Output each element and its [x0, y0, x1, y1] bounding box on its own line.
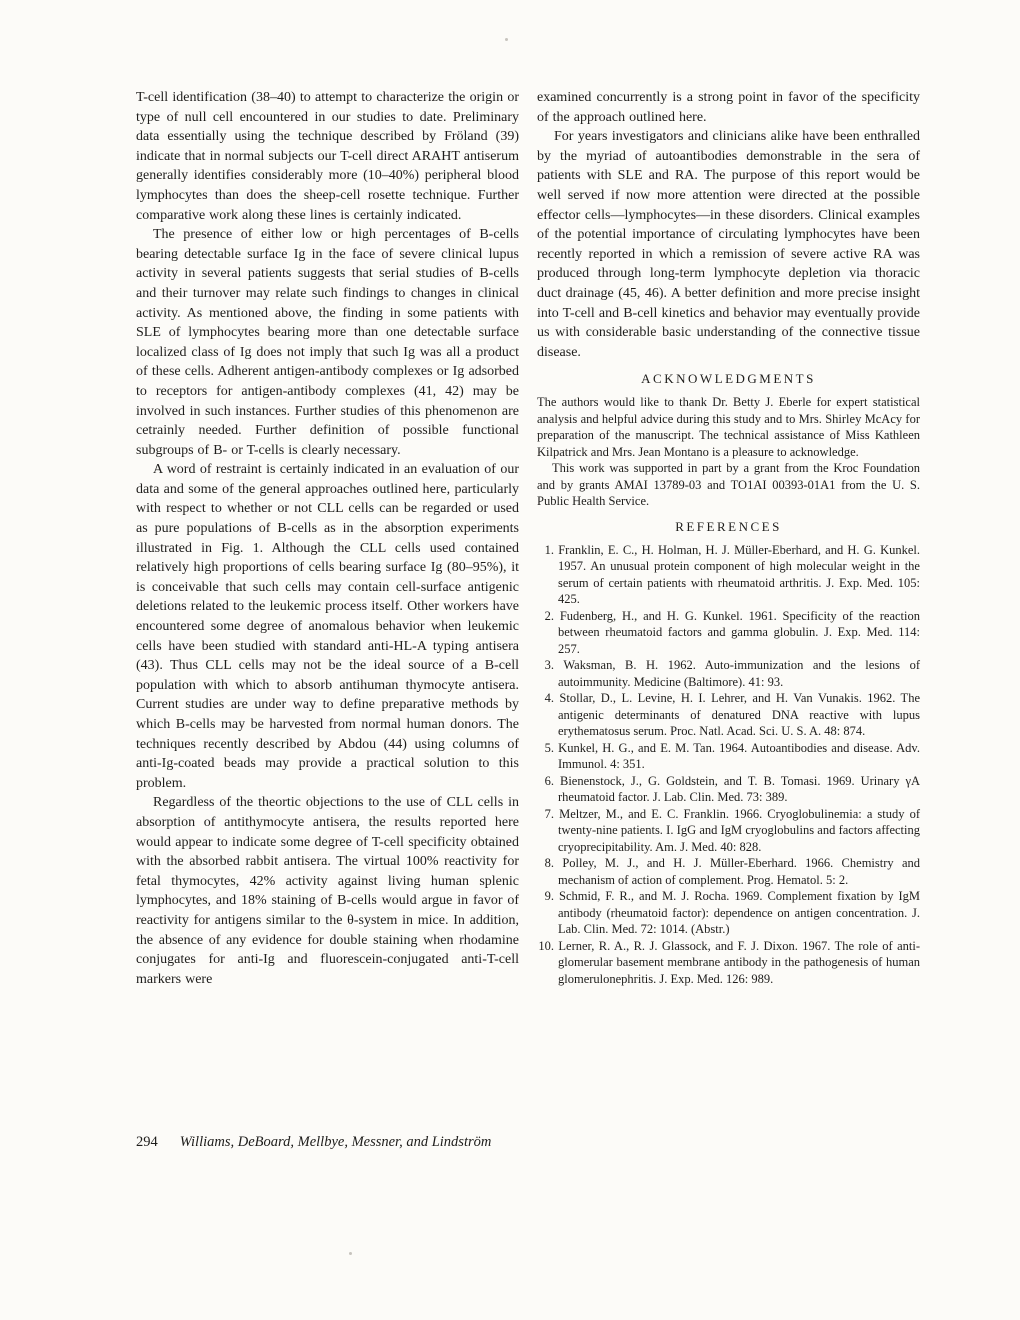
reference-text: Waksman, B. H. 1962. Auto-immunization and the lesions of autoimmunity. Medicine (Baltimore). 41: 93.: [558, 658, 920, 689]
acknowledgments-paragraph: This work was supported in part by a grant from the Kroc Foundation and by grants AMAI 13789-03 and TO1AI 00393-01A1 from the U. S. Public Health Service.: [537, 461, 920, 509]
reference-item: [537, 938, 920, 988]
left-column: [136, 88, 519, 989]
reference-item: [537, 542, 920, 608]
reference-text: Schmid, F. R., and M. J. Rocha. 1969. Complement fixation by IgM antibody (rheumatoid factor): dependence on antigen concentration. J. Lab. Clin. Med. 72: 1014. (Abstr.): [558, 889, 920, 937]
paragraph: T-cell identification (38–40) to attempt to characterize the origin or type of null cell encountered in our studies to date. Preliminary data essentially using the technique described by Fröland (39) indicate that in normal subjects our T-cell direct ARAHT antiserum generally identifies considerably more (10–40%) peripheral blood lymphocytes than does the sheep-cell rosette technique. Further comparative work along these lines is certainly indicated.: [136, 90, 519, 223]
reference-item: [537, 888, 920, 938]
reference-item: [537, 806, 920, 856]
reference-text: Kunkel, H. G., and E. M. Tan. 1964. Autoantibodies and disease. Adv. Immunol. 4: 351.: [558, 740, 920, 772]
reference-number: 6.: [544, 773, 554, 788]
reference-number: 8.: [544, 856, 554, 871]
paragraph: examined concurrently is a strong point in favor of the specificity of the approach outlined here.: [537, 90, 920, 125]
reference-number: 7.: [544, 806, 554, 821]
two-column-layout: [136, 88, 920, 989]
reference-number: 4.: [544, 691, 554, 706]
reference-text: Polley, M. J., and H. J. Müller-Eberhard. 1966. Chemistry and mechanism of action of complement. Prog. Hematol. 5: 2.: [558, 856, 920, 887]
reference-item: [537, 740, 920, 773]
scan-artifact-dot: [505, 38, 508, 41]
reference-text: Lerner, R. A., R. J. Glassock, and F. J. Dixon. 1967. The role of anti-glomerular basement membrane antibody in the pathogenesis of human glomerulonephritis. J. Exp. Med. 126: 989.: [558, 938, 920, 986]
page-number: 294: [136, 1134, 158, 1150]
reference-list: [537, 542, 920, 988]
paragraph: For years investigators and clinicians alike have been enthralled by the myriad of autoantibodies demonstrable in the sera of patients with SLE and RA. The purpose of this report would be well served if now more attention were directed at the possible effector cells—lymphocytes—in these disorders. Clinical examples of the potential importance of circulating lymphocytes have been recently reported in which a remission of severe active RA was produced through long-term lymphocyte depletion via thoracic duct drainage (45, 46). A better definition and more precise insight into T-cell and B-cell kinetics and behavior may eventually provide us with considerable basic understanding of the connective tissue disease.: [537, 129, 920, 360]
reference-item: [537, 690, 920, 740]
reference-text: Meltzer, M., and E. C. Franklin. 1966. Cryoglobulinemia: a study of twenty-nine patients. I. IgG and IgM cryoglobulins and factors affecting cryoprecipitability. Am. J. Med. 40: 828.: [558, 806, 921, 854]
reference-number: 2.: [544, 608, 554, 623]
acknowledgments-paragraph: The authors would like to thank Dr. Betty J. Eberle for expert statistical analysis and helpful advice during this study and to Mrs. Shirley McAcy for preparation of the manuscript. The technical assistance of Miss Kathleen Kilpatrick and Mrs. Jean Montano is a pleasure to acknowledge.: [537, 395, 920, 459]
reference-text: Bienenstock, J., G. Goldstein, and T. B. Tomasi. 1969. Urinary γA rheumatoid factor. J. Lab. Clin. Med. 73: 389.: [558, 773, 921, 805]
reference-item: [537, 773, 920, 806]
paragraph: A word of restraint is certainly indicated in an evaluation of our data and some of the general approaches outlined here, particularly with respect to whether or not CLL cells can be regarded or used as pure populations of B-cells as in the absorption experiments illustrated in Fig. 1. Although the CLL cells used contained relatively high proportions of cells bearing surface Ig (80–95%), it is conceivable that such cells may contain cell-surface antigenic deletions related to the leukemic process itself. Other workers have encountered some degree of anomalous behavior when leukemic cells have been studied with standard anti-HL-A typing antisera (43). Thus CLL cells may not be the ideal source of a B-cell population with which to absorb antihuman thymocyte antisera. Current studies are under way to define preparative methods by which B-cells may be harvested from normal human donors. The techniques recently described by Abdou (44) using columns of anti-Ig-coated beads may provide a practical solution to this problem.: [136, 462, 519, 791]
reference-text: Fudenberg, H., and H. G. Kunkel. 1961. Specificity of the reaction between rheumatoid factors and gamma globulin. J. Exp. Med. 114: 257.: [558, 608, 921, 656]
reference-number: 1.: [544, 542, 554, 557]
reference-number: 9.: [544, 889, 554, 904]
reference-number: 3.: [544, 658, 554, 673]
reference-number: 10.: [538, 938, 554, 953]
scan-artifact-dot: [349, 1252, 352, 1255]
acknowledgments-heading: ACKNOWLEDGMENTS: [641, 371, 816, 387]
right-column: [537, 88, 920, 989]
reference-item: [537, 657, 920, 690]
running-authors: Williams, DeBoard, Mellbye, Messner, and Lindström: [179, 1134, 492, 1150]
paragraph: Regardless of the theortic objections to the use of CLL cells in absorption of antithymocyte antisera, the results reported here would appear to indicate some degree of T-cell specificity obtained with the absorbed rabbit antisera. The virtual 100% reactivity for fetal thymocytes, 42% activity against living human splenic lymphocytes, and 18% staining of B-cells would argue in favor of reactivity for antigens similar to the θ-system in mice. In addition, the absence of any evidence for double staining when rhodamine conjugates for anti-Ig and fluorescein-conjugated anti-T-cell markers were: [136, 795, 519, 987]
reference-item: [537, 855, 920, 888]
reference-text: Stollar, D., L. Levine, H. I. Lehrer, and H. Van Vunakis. 1962. The antigenic determinants of denatured DNA reactive with lupus erythematosus serum. Proc. Natl. Acad. Sci. U. S. A. 48: 874.: [558, 691, 920, 739]
page-footer: [136, 1134, 920, 1151]
reference-item: [537, 608, 920, 658]
references-heading: REFERENCES: [675, 518, 782, 534]
reference-text: Franklin, E. C., H. Holman, H. J. Müller-Eberhard, and H. G. Kunkel. 1957. An unusual protein component of high molecular weight in the serum of certain patients with rheumatoid arthritis. J. Exp. Med. 105: 425.: [558, 542, 920, 607]
paragraph: The presence of either low or high percentages of B-cells bearing detectable surface Ig in the face of severe clinical lupus activity in several patients suggests that serial studies of B-cells and their turnover may relate such findings to changes in clinical activity. As mentioned above, the finding in some patients with SLE of lymphocytes bearing more than one detectable surface localized class of Ig does not imply that such Ig was all a product of these cells. Adherent antigen-antibody complexes or Ig adsorbed to receptors for antigen-antibody complexes (41, 42) may be involved in such instances. Further studies of this phenomenon are cetrainly needed. Further definition of possible functional subgroups of B- or T-cells is clearly necessary.: [136, 227, 519, 458]
reference-number: 5.: [544, 740, 554, 755]
